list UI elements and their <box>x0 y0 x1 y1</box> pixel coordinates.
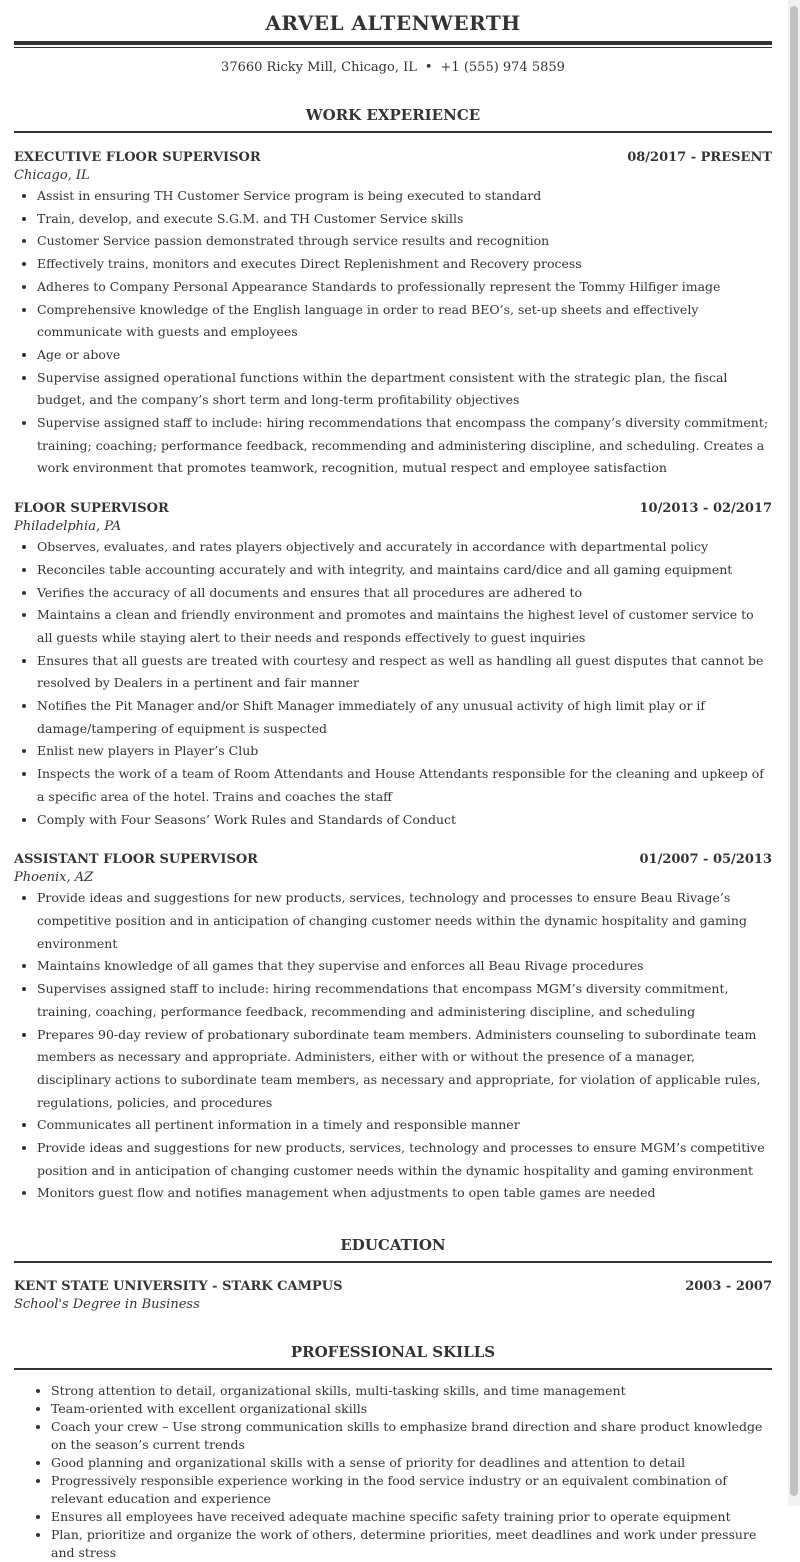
job-entry <box>14 851 772 1205</box>
bullet-item: • Enlist new players in Player’s Club <box>37 740 772 763</box>
bullet-item: • Adheres to Company Personal Appearance Standards to professionally represent the Tommy Hilfiger image <box>37 276 772 299</box>
job-header <box>14 149 772 167</box>
job-bullets <box>14 185 772 480</box>
skill-item: • Strong attention to detail, organizational skills, multi-tasking skills, and time management <box>51 1382 772 1400</box>
degree: School's Degree in Business <box>14 1297 200 1313</box>
phone: +1 (555) 974 5859 <box>440 60 565 75</box>
contact-separator: • <box>424 60 433 75</box>
resume-page <box>14 0 772 1562</box>
bullet-item: • Supervise assigned operational functions within the department consistent with the strategic plan, the fiscal budget, and the company’s short term and long-term profitability objectives <box>37 367 772 412</box>
address: 37660 Ricky Mill, Chicago, IL <box>221 60 417 75</box>
bullet-item: • Train, develop, and execute S.G.M. and TH Customer Service skills <box>37 208 772 231</box>
job-bullets <box>14 536 772 831</box>
skill-item: • Coach your crew – Use strong communication skills to emphasize brand direction and share product knowledge on the season’s current trends <box>51 1418 772 1454</box>
bullet-item: • Comply with Four Seasons’ Work Rules and Standards of Conduct <box>37 809 772 832</box>
bullet-item: • Assist in ensuring TH Customer Service program is being executed to standard <box>37 185 772 208</box>
bullet-item: • Effectively trains, monitors and executes Direct Replenishment and Recovery process <box>37 253 772 276</box>
education-dates: 2003 - 2007 <box>685 1279 772 1295</box>
bullet-item: • Ensures that all guests are treated with courtesy and respect as well as handling all guest disputes that cannot be resolved by Dealers in a pertinent and fair manner <box>37 650 772 695</box>
section-divider <box>14 131 772 133</box>
bullet-item: • Maintains a clean and friendly environment and promotes and maintains the highest level of customer service to all guests while staying alert to their needs and responds effectively to guest inquiries <box>37 604 772 649</box>
bullet-item: • Provide ideas and suggestions for new products, services, technology and processes to ensure MGM’s competitive position and in anticipation of changing customer needs within the dynamic hospitality and gaming environment <box>37 1137 772 1182</box>
school-name: KENT STATE UNIVERSITY - STARK CAMPUS <box>14 1279 343 1295</box>
skill-item: • Good planning and organizational skills with a sense of priority for deadlines and attention to detail <box>51 1454 772 1472</box>
job-location: Phoenix, AZ <box>14 870 94 886</box>
job-header <box>14 500 772 518</box>
bullet-item: • Comprehensive knowledge of the English language in order to read BEO’s, set-up sheets and effectively communicate with guests and employees <box>37 299 772 344</box>
skill-item: • Plan, prioritize and organize the work of others, determine priorities, meet deadlines and work under pressure and stress <box>51 1526 772 1562</box>
skill-item: • Progressively responsible experience working in the food service industry or an equivalent combination of relevant education and experience <box>51 1472 772 1508</box>
skill-item: • Ensures all employees have received adequate machine specific safety training prior to operate equipment <box>51 1508 772 1526</box>
bullet-item: • Communicates all pertinent information in a timely and responsible manner <box>37 1114 772 1137</box>
bullet-item: • Maintains knowledge of all games that they supervise and enforces all Beau Rivage procedures <box>37 955 772 978</box>
bullet-item: • Reconciles table accounting accurately and with integrity, and maintains card/dice and all gaming equipment <box>37 559 772 582</box>
job-location: Chicago, IL <box>14 168 90 183</box>
job-entry <box>14 149 772 480</box>
job-title: FLOOR SUPERVISOR <box>14 501 169 517</box>
section-title-professional-skills: PROFESSIONAL SKILLS <box>290 1343 496 1362</box>
job-dates: 10/2013 - 02/2017 <box>639 501 772 517</box>
bullet-item: • Prepares 90-day review of probationary subordinate team members. Administers counseling to subordinate team members as necessary and appropriate. Administers, either with or without the presence of a manager, disciplinary actions to subordinate team members, as necessary and appropriate, for violation of applicable rules, regulations, policies, and procedures <box>37 1024 772 1115</box>
bullet-item: • Observes, evaluates, and rates players objectively and accurately in accordance with departmental policy <box>37 536 772 559</box>
scrollbar-thumb[interactable] <box>790 6 798 1496</box>
candidate-name: ARVEL ALTENWERTH <box>265 11 521 35</box>
job-title: EXECUTIVE FLOOR SUPERVISOR <box>14 150 261 165</box>
bullet-item: • Notifies the Pit Manager and/or Shift Manager immediately of any unusual activity of high limit play or if damage/tampering of equipment is suspected <box>37 695 772 740</box>
resume-header <box>14 0 772 77</box>
bullet-item: • Verifies the accuracy of all documents and ensures that all procedures are adhered to <box>37 582 772 605</box>
education-header <box>14 1278 772 1296</box>
section-divider <box>14 1368 772 1370</box>
work-experience-section <box>14 105 772 1205</box>
section-divider <box>14 1261 772 1263</box>
section-title-work-experience: WORK EXPERIENCE <box>305 106 481 124</box>
header-divider <box>14 41 772 48</box>
bullet-item: • Age or above <box>37 344 772 367</box>
job-dates: 08/2017 - PRESENT <box>627 150 772 165</box>
section-title-education: EDUCATION <box>340 1236 446 1255</box>
bullet-item: • Inspects the work of a team of Room Attendants and House Attendants responsible for the cleaning and upkeep of a specific area of the hotel. Trains and coaches the staff <box>37 763 772 808</box>
job-title: ASSISTANT FLOOR SUPERVISOR <box>14 852 258 868</box>
job-location: Philadelphia, PA <box>14 519 122 535</box>
job-header <box>14 851 772 869</box>
skills-list <box>14 1382 772 1562</box>
job-entry <box>14 500 772 831</box>
bullet-item: • Monitors guest flow and notifies management when adjustments to open table games are needed <box>37 1182 772 1205</box>
skill-item: • Team-oriented with excellent organizational skills <box>51 1400 772 1418</box>
bullet-item: • Supervise assigned staff to include: hiring recommendations that encompass the company’s diversity commitment; training; coaching; performance feedback, recommending and administering discipline, and scheduling. Creates a work environment that promotes teamwork, recognition, mutual respect and employee satisfaction <box>37 412 772 480</box>
bullet-item: • Customer Service passion demonstrated through service results and recognition <box>37 230 772 253</box>
skills-section <box>14 1342 772 1562</box>
education-section <box>14 1235 772 1314</box>
job-bullets <box>14 887 772 1205</box>
vertical-scrollbar[interactable] <box>788 0 800 1506</box>
bullet-item: • Supervises assigned staff to include: hiring recommendations that encompass MGM’s diversity commitment, training, coaching, performance feedback, recommending and administering discipline, and scheduling <box>37 978 772 1023</box>
bullet-item: • Provide ideas and suggestions for new products, services, technology and processes to ensure Beau Rivage’s competitive position and in anticipation of changing customer needs within the dynamic hospitality and gaming environment <box>37 887 772 955</box>
contact-line <box>14 59 772 77</box>
job-dates: 01/2007 - 05/2013 <box>639 852 772 868</box>
